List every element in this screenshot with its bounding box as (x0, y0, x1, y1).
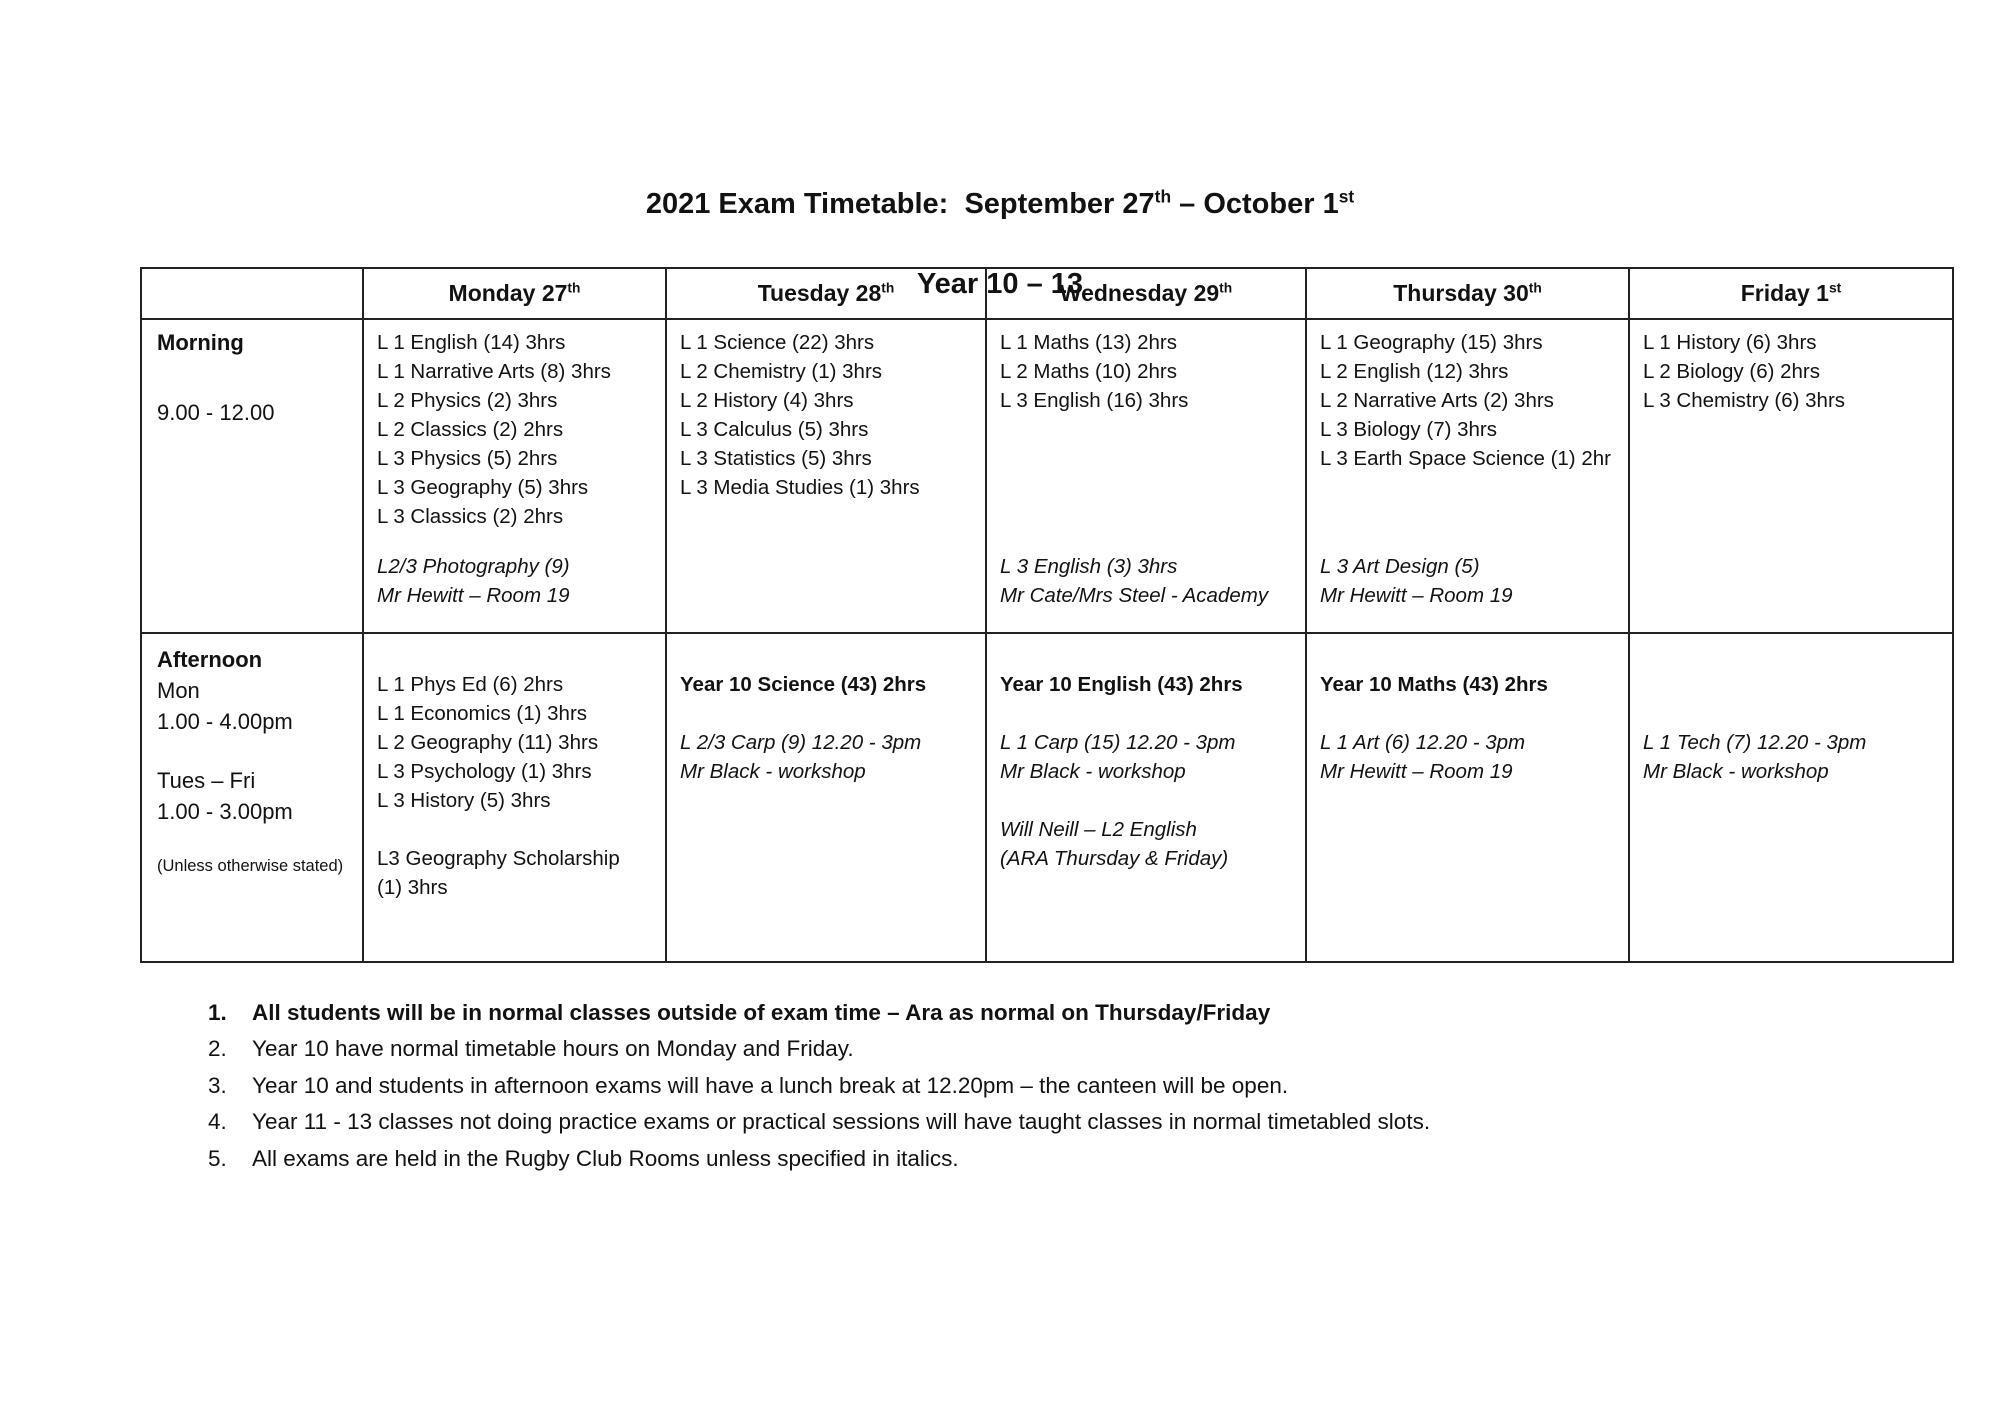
ordinal-suffix: th (1528, 280, 1542, 296)
day-header-label: Wednesday 29 (1059, 280, 1220, 306)
exam-lines-top (1000, 328, 1299, 415)
exam-entry-italic: L2/3 Photography (9) (377, 555, 570, 578)
exam-entry: Mr Black - workshop (680, 760, 866, 783)
exam-entry: Year 10 English (43) 2hrs (1000, 673, 1243, 696)
exam-entry: L 1 Art (6) 12.20 - 3pm (1320, 731, 1526, 754)
note-item (208, 1141, 1868, 1177)
exam-lines-bottom (377, 552, 659, 632)
morning-cell-inner (1630, 320, 1952, 632)
exam-entry: Mr Black - workshop (1643, 760, 1829, 783)
exam-entry: L 3 English (16) 3hrs (1000, 389, 1189, 412)
exam-entry: L 3 Physics (5) 2hrs (377, 447, 558, 470)
ordinal-suffix: st (1828, 280, 1842, 296)
day-header-cell (1629, 268, 1953, 319)
exam-entry: L 2 Narrative Arts (2) 3hrs (1320, 389, 1554, 412)
morning-cell-inner (364, 320, 665, 632)
exam-entry: L 1 English (14) 3hrs (377, 331, 566, 354)
exam-entry-italic: L 3 English (3) 3hrs (1000, 555, 1178, 578)
morning-label-line-spacer (157, 358, 356, 398)
exam-entry: L 2 Biology (6) 2hrs (1643, 360, 1820, 383)
exam-entry: L 1 Economics (1) 3hrs (377, 702, 588, 725)
day-header-label: Monday 27 (448, 280, 568, 306)
exam-entry: L 2 Geography (11) 3hrs (377, 731, 599, 754)
afternoon-day-cell (986, 633, 1306, 962)
exam-entry: L 3 Classics (2) 2hrs (377, 505, 564, 528)
afternoon-day-cell (1629, 633, 1953, 962)
note-text: All exams are held in the Rugby Club Rooms unless specified in italics. (252, 1145, 959, 1171)
exam-entry: Year 10 Science (43) 2hrs (680, 673, 927, 696)
day-header-cell (1306, 268, 1629, 319)
exam-entry: L 2 Physics (2) 3hrs (377, 389, 558, 412)
exam-entry: L 1 History (6) 3hrs (1643, 331, 1817, 354)
exam-entry: L 3 Calculus (5) 3hrs (680, 418, 869, 441)
note-text: Year 10 and students in afternoon exams will have a lunch break at 12.20pm – the canteen will be open. (252, 1072, 1289, 1098)
morning-cell-inner (987, 320, 1305, 632)
exam-entry: L 2 Maths (10) 2hrs (1000, 360, 1177, 383)
note-number: 1. (208, 1000, 227, 1025)
morning-row (141, 319, 1953, 633)
note-number: 3. (208, 1072, 227, 1098)
title-text-segment: 2021 Exam Timetable: September 27 (645, 188, 1155, 220)
afternoon-row (141, 633, 1953, 962)
exam-entry: Mr Hewitt – Room 19 (1320, 760, 1513, 783)
afternoon-label-cell (141, 633, 363, 962)
exam-lines-top (1320, 670, 1622, 786)
exam-entry-spacer (1643, 699, 1946, 728)
afternoon-label-line: (Unless otherwise stated) (157, 857, 344, 875)
exam-entry: L 1 Geography (15) 3hrs (1320, 331, 1543, 354)
exam-entry: (1) 3hrs (377, 876, 448, 899)
exam-lines-top (1643, 670, 1946, 786)
exam-entry: (ARA Thursday & Friday) (1000, 847, 1229, 870)
exam-entry: Mr Black - workshop (1000, 760, 1186, 783)
morning-label-line: Morning (157, 330, 244, 355)
page-title-line2: Year 10 – 13 (916, 268, 1084, 300)
exam-entry: L 3 History (5) 3hrs (377, 789, 551, 812)
note-text: Year 11 - 13 classes not doing practice exams or practical sessions will have taught classes in normal timetabled slots. (252, 1109, 1431, 1135)
afternoon-label-inner (142, 634, 362, 961)
afternoon-cell-inner (1630, 634, 1952, 961)
exam-entry-italic: Mr Hewitt – Room 19 (1320, 584, 1513, 607)
note-item (208, 1104, 1868, 1140)
morning-day-cell (363, 319, 666, 633)
afternoon-label-line: 1.00 - 3.00pm (157, 799, 293, 824)
ordinal-suffix: th (1154, 186, 1172, 207)
exam-entry: L 1 Maths (13) 2hrs (1000, 331, 1177, 354)
exam-entry: L 3 Earth Space Science (1) 2hr (1320, 447, 1611, 470)
exam-entry: L 1 Tech (7) 12.20 - 3pm (1643, 731, 1867, 754)
exam-entry: L 3 Statistics (5) 3hrs (680, 447, 872, 470)
exam-entry-spacer (680, 699, 979, 728)
exam-entry-spacer (1000, 786, 1299, 815)
afternoon-cell-inner (667, 634, 985, 961)
afternoon-label-line-spacer (157, 827, 356, 855)
afternoon-label-line: 1.00 - 4.00pm (157, 709, 293, 734)
afternoon-day-cell (363, 633, 666, 962)
table-header-row (141, 268, 1953, 319)
morning-label-line: 9.00 - 12.00 (157, 400, 275, 425)
morning-day-cell (1629, 319, 1953, 633)
morning-cell-inner (1307, 320, 1628, 632)
exam-entry: L 1 Narrative Arts (8) 3hrs (377, 360, 611, 383)
afternoon-cell-inner (987, 634, 1305, 961)
day-header-label: Friday 1 (1740, 280, 1829, 306)
note-text: All students will be in normal classes outside of exam time – Ara as normal on Thursday/Friday (252, 1000, 1271, 1025)
exam-entry-spacer (1320, 699, 1622, 728)
morning-day-cell (986, 319, 1306, 633)
morning-label-inner (142, 320, 362, 632)
exam-entry: L 2 Classics (2) 2hrs (377, 418, 564, 441)
afternoon-label-line-spacer (157, 737, 356, 765)
afternoon-label-line: Afternoon (157, 647, 263, 672)
ordinal-suffix: th (881, 280, 895, 296)
notes-list (208, 995, 1868, 1177)
title-text-segment: – October 1 (1171, 188, 1339, 220)
afternoon-cell-inner (364, 634, 665, 961)
exam-entry: L 3 Media Studies (1) 3hrs (680, 476, 920, 499)
day-header-cell (666, 268, 986, 319)
exam-entry: Will Neill – L2 English (1000, 818, 1197, 841)
afternoon-label-line: Tues – Fri (157, 768, 256, 793)
day-header-label: Thursday 30 (1393, 280, 1529, 306)
note-item (208, 1068, 1868, 1104)
exam-entry: L 2 History (4) 3hrs (680, 389, 854, 412)
exam-entry: L 3 Geography (5) 3hrs (377, 476, 589, 499)
exam-entry-spacer (1000, 699, 1299, 728)
day-header-cell (986, 268, 1306, 319)
note-text: Year 10 have normal timetable hours on Monday and Friday. (252, 1036, 854, 1062)
ordinal-suffix: st (1338, 186, 1355, 207)
ordinal-suffix: th (567, 280, 581, 296)
exam-entry-spacer (377, 815, 659, 844)
exam-entry: L 2 Chemistry (1) 3hrs (680, 360, 883, 383)
day-header-label: Tuesday 28 (757, 280, 882, 306)
exam-entry: L 3 Chemistry (6) 3hrs (1643, 389, 1846, 412)
morning-day-cell (666, 319, 986, 633)
note-number: 2. (208, 1036, 227, 1062)
day-header-cell (363, 268, 666, 319)
exam-lines-top (680, 670, 979, 786)
morning-day-cell (1306, 319, 1629, 633)
note-item (208, 995, 1868, 1031)
note-item (208, 1031, 1868, 1067)
exam-lines-top (1000, 670, 1299, 873)
afternoon-label-line: Mon (157, 678, 200, 703)
exam-entry: L 1 Carp (15) 12.20 - 3pm (1000, 731, 1236, 754)
page-title-line1 (0, 188, 2000, 220)
note-number: 5. (208, 1145, 227, 1171)
exam-lines-top (1320, 328, 1622, 473)
exam-entry-spacer (1643, 670, 1946, 699)
exam-entry-italic: Mr Cate/Mrs Steel - Academy (1000, 584, 1269, 607)
exam-entry-italic: Mr Hewitt – Room 19 (377, 584, 570, 607)
exam-entry: L 3 Biology (7) 3hrs (1320, 418, 1497, 441)
morning-cell-inner (667, 320, 985, 632)
afternoon-day-cell (1306, 633, 1629, 962)
afternoon-day-cell (666, 633, 986, 962)
ordinal-suffix: th (1219, 280, 1233, 296)
exam-entry: Year 10 Maths (43) 2hrs (1320, 673, 1548, 696)
exam-entry: L 2 English (12) 3hrs (1320, 360, 1509, 383)
exam-lines-top (377, 328, 659, 531)
exam-entry: L 1 Phys Ed (6) 2hrs (377, 673, 564, 696)
exam-entry-italic: L 3 Art Design (5) (1320, 555, 1480, 578)
exam-lines-bottom (1000, 552, 1299, 632)
morning-label-cell (141, 319, 363, 633)
exam-lines-bottom (1320, 552, 1622, 632)
exam-entry: L 1 Science (22) 3hrs (680, 331, 875, 354)
note-number: 4. (208, 1109, 227, 1135)
exam-entry: L 3 Psychology (1) 3hrs (377, 760, 592, 783)
exam-entry: L 2/3 Carp (9) 12.20 - 3pm (680, 731, 922, 754)
exam-timetable (140, 267, 1954, 963)
exam-entry: L3 Geography Scholarship (377, 847, 620, 870)
corner-header-cell (141, 268, 363, 319)
afternoon-cell-inner (1307, 634, 1628, 961)
exam-lines-top (377, 670, 659, 902)
exam-lines-top (680, 328, 979, 502)
exam-lines-top (1643, 328, 1946, 415)
